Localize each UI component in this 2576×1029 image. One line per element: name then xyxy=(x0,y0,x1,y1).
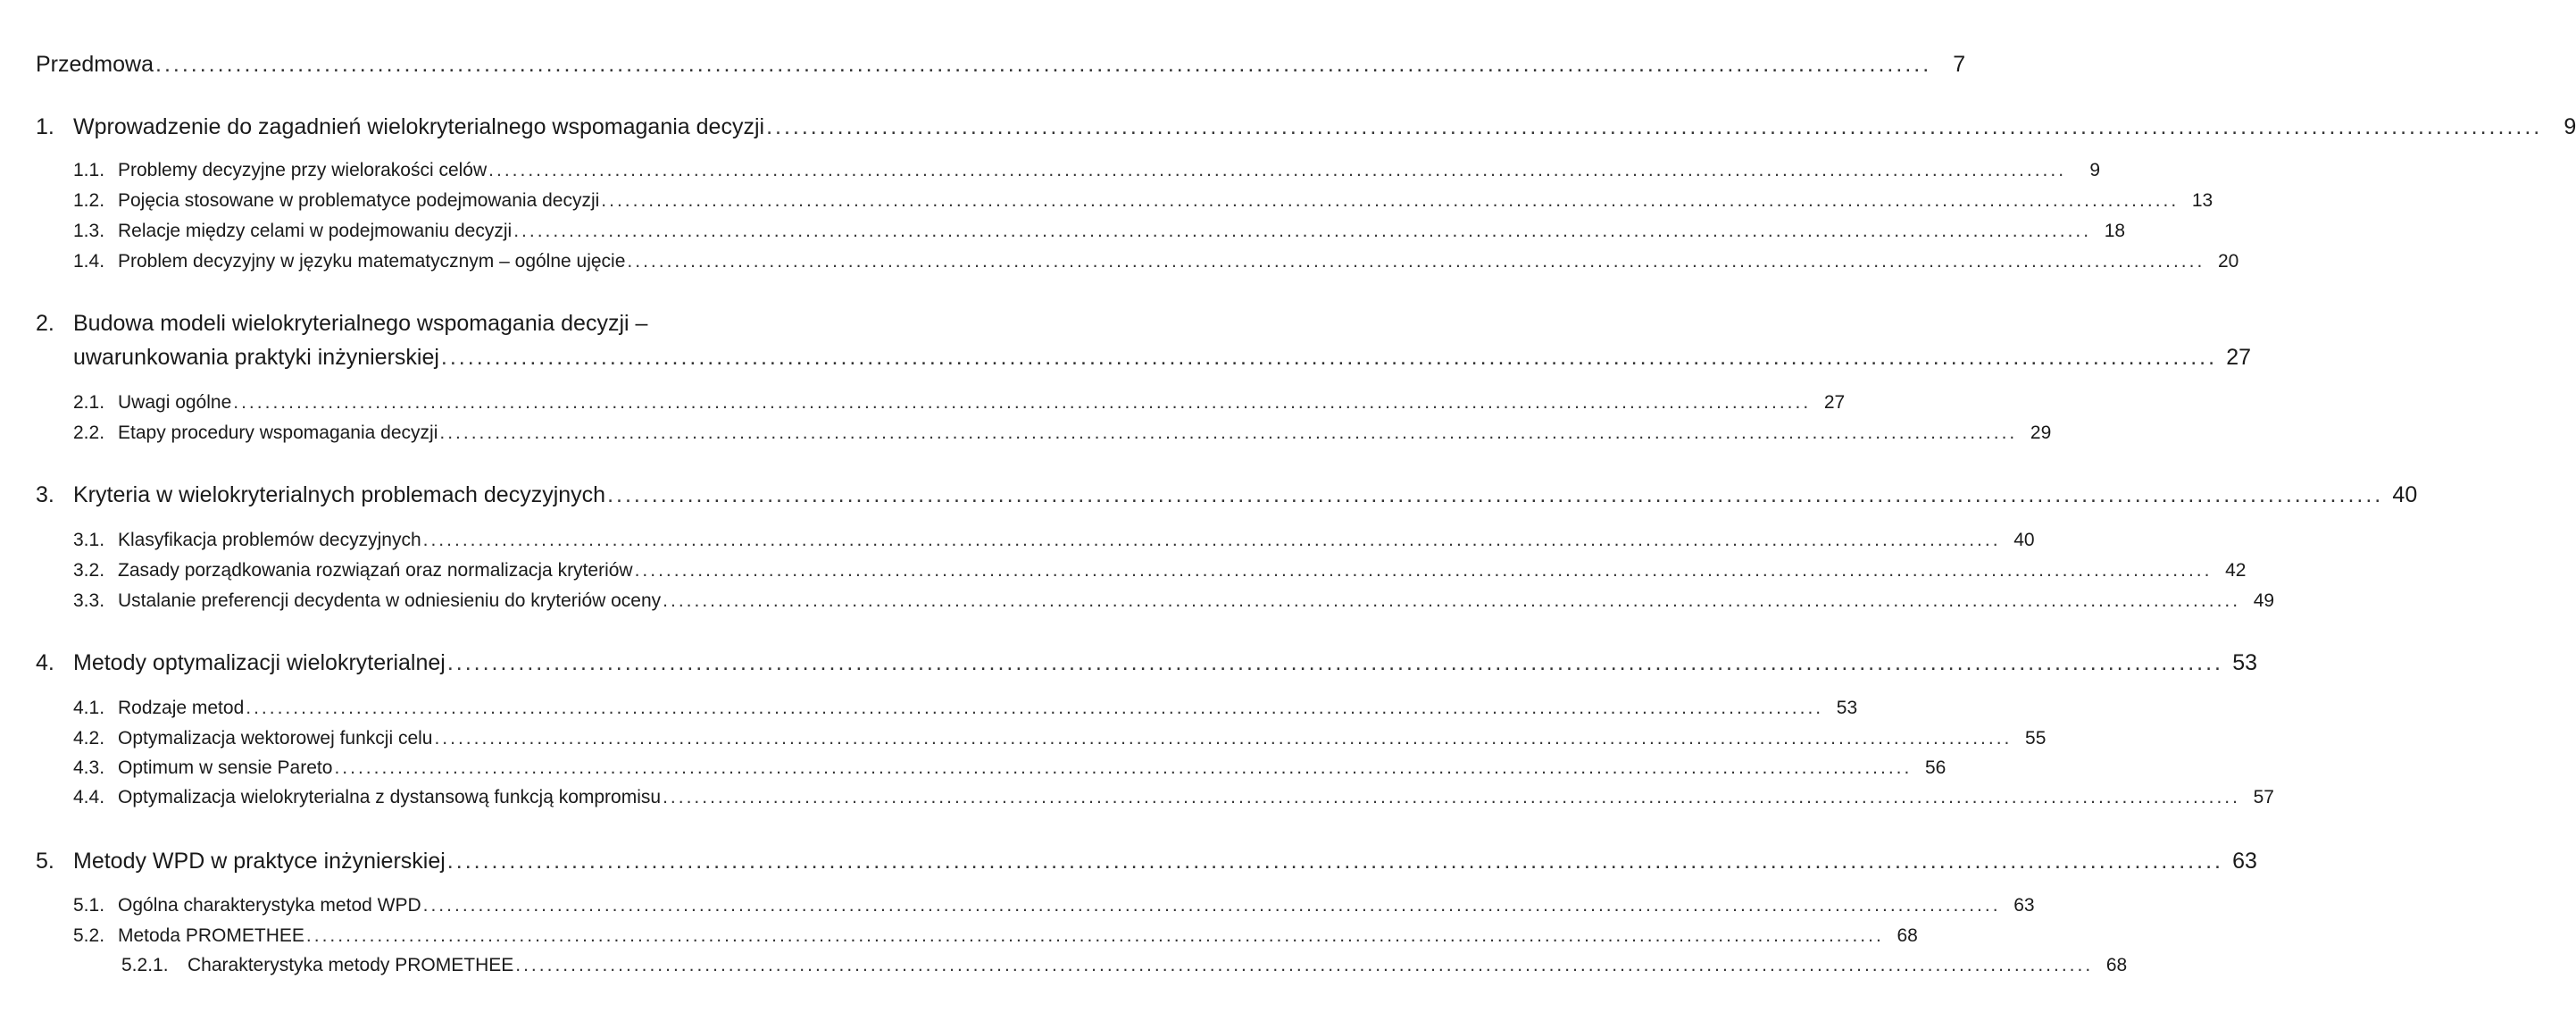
toc-section-1-4 xyxy=(73,247,2239,276)
toc-section-2-2 xyxy=(73,419,2052,448)
chapter-title: Kryteria w wielokryterialnych problemach decyzyjnych xyxy=(73,482,606,507)
section-page: 49 xyxy=(2253,590,2275,611)
section-number: 3.3. xyxy=(73,590,105,611)
dot-leader: ........................................................................................................................................................................................................ xyxy=(663,787,2240,807)
toc-section-3-1 xyxy=(73,526,2035,555)
toc-entry-page: 7 xyxy=(1953,52,1966,77)
dot-leader: ........................................................................................................................................................................................................ xyxy=(513,221,2092,241)
toc-section-5-1 xyxy=(73,891,2035,920)
dot-leader: ........................................................................................................................................................................................................ xyxy=(601,190,2180,211)
toc-section-3-2 xyxy=(73,556,2247,585)
toc-section-4-3 xyxy=(73,754,1947,782)
section-number: 1.2. xyxy=(73,190,105,211)
dot-leader: ........................................................................................................................................................................................................ xyxy=(422,530,2001,550)
chapter-page: 63 xyxy=(2232,849,2257,874)
section-title: Optimum w sensie Pareto xyxy=(118,757,333,778)
toc-section-2-1 xyxy=(73,389,1846,417)
toc-chapter-5 xyxy=(36,843,2257,879)
section-title: Charakterystyka metody PROMETHEE xyxy=(188,955,514,975)
chapter-number: 3. xyxy=(36,482,54,507)
section-page: 57 xyxy=(2253,787,2274,807)
chapter-page: 53 xyxy=(2232,650,2257,675)
chapter-number: 1. xyxy=(36,114,54,139)
dot-leader: ........................................................................................................................................................................................................ xyxy=(434,728,2013,749)
toc-subsection-5-2-1 xyxy=(121,951,2128,980)
chapter-title-line2: uwarunkowania praktyki inżynierskiej xyxy=(73,345,439,370)
dot-leader: ........................................................................................................................................................................................................ xyxy=(155,52,1932,77)
chapter-number: 2. xyxy=(36,311,54,336)
section-title: Metoda PROMETHEE xyxy=(118,925,304,946)
dot-leader: ........................................................................................................................................................................................................ xyxy=(246,698,1824,718)
toc-section-3-3 xyxy=(73,587,2275,615)
section-page: 20 xyxy=(2217,251,2239,272)
section-title: Rodzaje metod xyxy=(118,698,245,718)
section-page: 63 xyxy=(2013,895,2035,916)
chapter-page: 9 xyxy=(2563,114,2576,139)
toc-chapter-4 xyxy=(36,645,2257,681)
section-number: 4.2. xyxy=(73,728,105,749)
section-number: 1.3. xyxy=(73,221,105,241)
toc-chapter-1 xyxy=(36,109,2576,145)
dot-leader: ........................................................................................................................................................................................................ xyxy=(607,482,2384,507)
section-number: 4.4. xyxy=(73,787,105,807)
section-page: 42 xyxy=(2225,560,2247,581)
toc-section-5-2 xyxy=(73,922,1918,950)
dot-leader: ........................................................................................................................................................................................................ xyxy=(233,392,1812,413)
dot-leader: ........................................................................................................................................................................................................ xyxy=(634,560,2213,581)
section-page: 27 xyxy=(1823,392,1846,413)
section-page: 53 xyxy=(1836,698,1858,718)
section-title: Uwagi ogólne xyxy=(118,392,232,413)
dot-leader: ........................................................................................................................................................................................................ xyxy=(439,422,2018,443)
section-page: 56 xyxy=(1924,757,1947,778)
chapter-title: Wprowadzenie do zagadnień wielokryterialnego wspomagania decyzji xyxy=(73,114,765,139)
dot-leader: ........................................................................................................................................................................................................ xyxy=(627,251,2205,272)
section-page: 55 xyxy=(2025,728,2047,749)
section-page: 29 xyxy=(2030,422,2052,443)
section-number: 1.1. xyxy=(73,160,105,180)
dot-leader: ........................................................................................................................................................................................................ xyxy=(766,114,2543,139)
section-number: 4.3. xyxy=(73,757,105,778)
dot-leader: ........................................................................................................................................................................................................ xyxy=(446,650,2223,675)
dot-leader: ........................................................................................................................................................................................................ xyxy=(440,345,2218,370)
section-page: 9 xyxy=(2089,160,2101,180)
chapter-title: Metody WPD w praktyce inżynierskiej xyxy=(73,849,446,874)
section-page: 68 xyxy=(1897,925,1918,946)
section-title: Problemy decyzyjne przy wielorakości celów xyxy=(118,160,488,180)
toc-entry-title: Przedmowa xyxy=(36,52,154,77)
section-number: 2.1. xyxy=(73,392,105,413)
section-number: 2.2. xyxy=(73,422,105,443)
section-number: 4.1. xyxy=(73,698,105,718)
dot-leader: ........................................................................................................................................................................................................ xyxy=(446,849,2223,874)
toc-section-4-1 xyxy=(73,694,1858,723)
toc-chapter-3 xyxy=(36,477,2418,513)
chapter-number: 5. xyxy=(36,849,54,874)
section-title: Optymalizacja wektorowej funkcji celu xyxy=(118,728,433,749)
chapter-page: 40 xyxy=(2392,482,2418,507)
toc-section-4-4 xyxy=(73,783,2274,812)
section-number: 3.2. xyxy=(73,560,105,581)
toc-section-1-2 xyxy=(73,187,2213,215)
chapter-title-line1: Budowa modeli wielokryterialnego wspomagania decyzji – xyxy=(73,311,648,336)
dot-leader: ........................................................................................................................................................................................................ xyxy=(488,160,2067,180)
dot-leader: ........................................................................................................................................................................................................ xyxy=(663,590,2241,611)
section-page: 13 xyxy=(2191,190,2213,211)
section-number: 3.1. xyxy=(73,530,105,550)
section-title: Ustalanie preferencji decydenta w odniesieniu do kryteriów oceny xyxy=(118,590,662,611)
section-page: 68 xyxy=(2105,955,2128,975)
section-page: 40 xyxy=(2013,530,2035,550)
section-title: Etapy procedury wspomagania decyzji xyxy=(118,422,438,443)
section-title: Ogólna charakterystyka metod WPD xyxy=(118,895,421,916)
dot-leader: ........................................................................................................................................................................................................ xyxy=(422,895,2001,916)
section-title: Relacje między celami w podejmowaniu decyzji xyxy=(118,221,513,241)
chapter-title: Metody optymalizacji wielokryterialnej xyxy=(73,650,446,675)
toc-section-4-2 xyxy=(73,724,2047,753)
toc-entry-preface xyxy=(36,46,1966,82)
section-title: Pojęcia stosowane w problematyce podejmowania decyzji xyxy=(118,190,600,211)
toc-chapter-2-line1 xyxy=(36,305,647,341)
chapter-number: 4. xyxy=(36,650,54,675)
section-number: 5.2. xyxy=(73,925,105,946)
section-number: 1.4. xyxy=(73,251,105,272)
toc-section-1-1 xyxy=(73,156,2101,185)
section-title: Problem decyzyjny w języku matematycznym – ogólne ujęcie xyxy=(118,251,626,272)
section-number: 5.1. xyxy=(73,895,105,916)
section-title: Zasady porządkowania rozwiązań oraz normalizacja kryteriów xyxy=(118,560,633,581)
chapter-page: 27 xyxy=(2226,345,2252,370)
toc-chapter-2 xyxy=(73,339,2252,375)
dot-leader: ........................................................................................................................................................................................................ xyxy=(305,925,1884,946)
section-page: 18 xyxy=(2104,221,2126,241)
section-title: Klasyfikacja problemów decyzyjnych xyxy=(118,530,421,550)
dot-leader: ........................................................................................................................................................................................................ xyxy=(334,757,1913,778)
section-number: 5.2.1. xyxy=(121,955,169,975)
dot-leader: ........................................................................................................................................................................................................ xyxy=(515,955,2094,975)
section-title: Optymalizacja wielokryterialna z dystansową funkcją kompromisu xyxy=(118,787,662,807)
toc-section-1-3 xyxy=(73,217,2126,246)
